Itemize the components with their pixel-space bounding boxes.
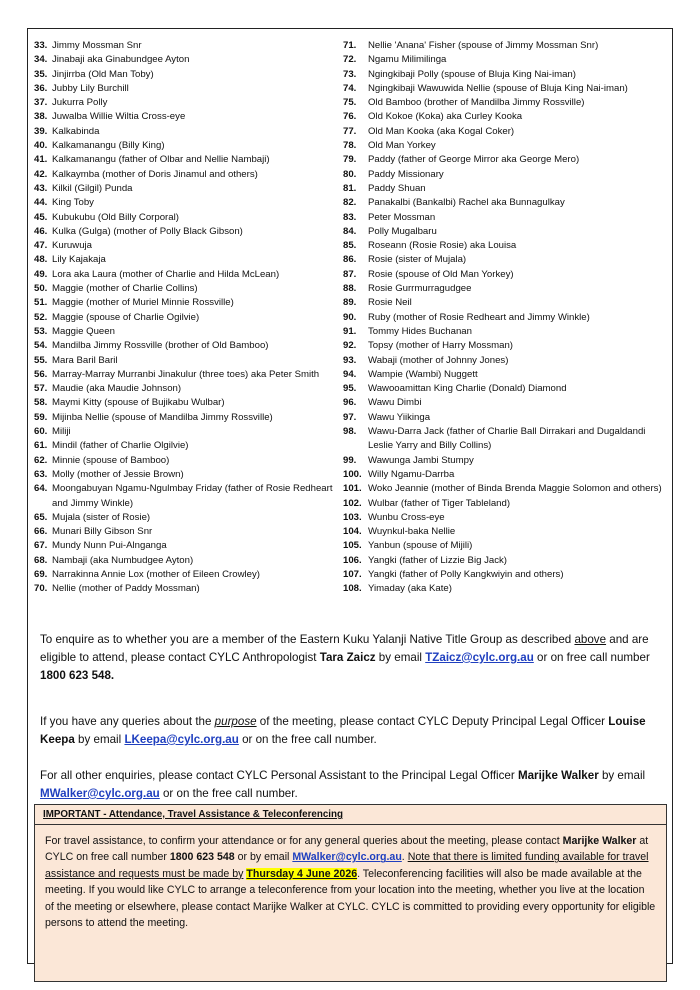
list-item-number: 78.: [343, 140, 357, 152]
text: or on free call number: [533, 650, 650, 664]
list-item: [34, 525, 344, 539]
list-item: [34, 282, 344, 296]
list-item: [343, 568, 668, 582]
list-item-number: 103.: [343, 511, 362, 523]
list-item-name: Maggie Queen: [52, 325, 115, 337]
list-item: [343, 525, 668, 539]
list-item-number: 75.: [343, 97, 357, 109]
list-item-number: 49.: [34, 268, 48, 280]
list-item: [343, 182, 668, 196]
list-item: [343, 311, 668, 325]
list-item-number: 71.: [343, 40, 357, 51]
list-item-number: 105.: [343, 540, 362, 552]
email-link-lkeepa[interactable]: LKeepa@cylc.org.au: [124, 732, 239, 746]
list-item: [343, 125, 668, 139]
list-item-number: 41.: [34, 154, 48, 166]
list-item-name: Peter Mossman: [368, 211, 436, 223]
funding-note-underlined: Note that there is limited funding available for travel assistance and requests must be made by: [45, 851, 649, 880]
list-item-name: Tommy Hides Buchanan: [368, 325, 472, 337]
list-item-name: Wampie (Wambi) Nuggett: [368, 368, 478, 380]
list-item-number: 61.: [34, 440, 48, 452]
list-item: [34, 311, 344, 325]
list-item-number: 62.: [34, 454, 48, 466]
list-item-name: Miliji: [52, 426, 71, 438]
list-item-name: Paddy (father of George Mirror aka George Mero): [368, 154, 580, 166]
list-item: [34, 153, 344, 167]
list-item: [343, 225, 668, 239]
list-item-number: 54.: [34, 340, 48, 352]
list-item-name: Rosie (spouse of Old Man Yorkey): [368, 268, 514, 280]
list-item-number: 43.: [34, 182, 48, 194]
list-item: [343, 39, 668, 53]
list-item-number: 94.: [343, 368, 357, 380]
list-item: [34, 139, 344, 153]
list-item-number: 33.: [34, 40, 48, 51]
list-item: [343, 53, 668, 67]
list-item-name: Maggie (mother of Charlie Collins): [52, 283, 198, 295]
list-item-name: Minnie (spouse of Bamboo): [52, 454, 170, 466]
list-item-number: 69.: [34, 568, 48, 580]
list-item-number: 79.: [343, 154, 357, 166]
list-item-number: 74.: [343, 82, 357, 94]
list-item-number: 108.: [343, 583, 362, 595]
name-list-right-column: [343, 39, 668, 597]
list-item-name: Wawunga Jambi Stumpy: [368, 454, 474, 466]
list-item-number: 77.: [343, 125, 357, 137]
list-item-number: 63.: [34, 468, 48, 480]
list-item: [34, 53, 344, 67]
list-item-name: Rosie Gurrmurragudgee: [368, 283, 472, 295]
list-item: [34, 482, 344, 511]
list-item-name: Kubukubu (Old Billy Corporal): [52, 211, 179, 223]
list-item: [34, 168, 344, 182]
list-item-number: 93.: [343, 354, 357, 366]
list-item: [34, 82, 344, 96]
contact-name: Marijke Walker: [562, 835, 637, 847]
list-item: [34, 439, 344, 453]
list-item-name: Mijinba Nellie (spouse of Mandilba Jimmy Rossville): [52, 411, 273, 423]
list-item-name: Jinjirrba (Old Man Toby): [52, 68, 154, 80]
list-item: [343, 196, 668, 210]
list-item: [343, 325, 668, 339]
list-item-name: Paddy Shuan: [368, 182, 426, 194]
list-item-number: 92.: [343, 340, 357, 352]
list-item: [34, 196, 344, 210]
list-item: [343, 168, 668, 182]
list-item-number: 91.: [343, 325, 357, 337]
list-item: [343, 153, 668, 167]
above-underlined: above: [574, 633, 607, 646]
list-item-name: Polly Mugalbaru: [368, 225, 437, 237]
list-item-number: 82.: [343, 197, 357, 209]
list-item-number: 34.: [34, 54, 48, 66]
list-item-number: 104.: [343, 526, 362, 538]
list-item-name: Topsy (mother of Harry Mossman): [368, 340, 514, 352]
list-item: [343, 454, 668, 468]
list-item-number: 84.: [343, 225, 357, 237]
list-item: [343, 497, 668, 511]
text: by email: [375, 650, 426, 664]
list-item: [343, 139, 668, 153]
list-item-name: Jimmy Mossman Snr: [52, 40, 142, 51]
list-item-name: Kalkabinda: [52, 125, 100, 137]
list-item-number: 47.: [34, 240, 48, 252]
list-item-number: 50.: [34, 283, 48, 295]
list-item-number: 60.: [34, 426, 48, 438]
list-item: [34, 396, 344, 410]
list-item: [343, 96, 668, 110]
membership-enquiry-paragraph: [40, 631, 662, 684]
list-item-number: 65.: [34, 511, 48, 523]
list-item-name: Wunbu Cross-eye: [368, 511, 445, 523]
list-item-number: 56.: [34, 368, 48, 380]
purpose-enquiry-paragraph: [40, 713, 662, 749]
list-item: [343, 296, 668, 310]
list-item-number: 66.: [34, 526, 48, 538]
document-page: [27, 28, 673, 964]
notice-heading: IMPORTANT - Attendance, Travel Assistance & Teleconferencing: [35, 805, 666, 825]
list-item-name: Yanbun (spouse of Mijili): [368, 540, 473, 552]
list-item: [343, 354, 668, 368]
list-item-name: Yangki (father of Polly Kangkwiyin and others): [368, 568, 564, 580]
list-item-number: 96.: [343, 397, 357, 409]
list-item-number: 102.: [343, 497, 362, 509]
list-item: [343, 468, 668, 482]
list-item-number: 85.: [343, 240, 357, 252]
list-item-number: 100.: [343, 468, 362, 480]
list-item: [343, 582, 668, 596]
list-item-number: 76.: [343, 111, 357, 123]
list-item: [343, 339, 668, 353]
list-item-number: 36.: [34, 82, 48, 94]
list-item-number: 45.: [34, 211, 48, 223]
text: or on the free call number.: [238, 732, 377, 746]
list-item-name: Willy Ngamu-Darrba: [368, 468, 455, 480]
list-item: [34, 568, 344, 582]
list-item-name: Maudie (aka Maudie Johnson): [52, 383, 182, 395]
list-item-number: 98.: [343, 426, 357, 438]
list-item-name: Maggie (spouse of Charlie Ogilvie): [52, 311, 200, 323]
text: and are eligible to attend, please contact CYLC Anthropologist: [40, 633, 649, 664]
name-list-left-column: [34, 39, 344, 597]
text: To enquire as to whether you are a member of the Eastern Kuku Yalanji Native Title Group as described: [40, 633, 575, 646]
list-item-name: Rosie (sister of Mujala): [368, 254, 467, 266]
list-item-number: 99.: [343, 454, 357, 466]
legal-officer-name: Louise Keepa: [40, 715, 646, 746]
list-item: [34, 39, 344, 53]
assistant-name: Marijke Walker: [517, 769, 599, 782]
list-item-name: Maggie (mother of Muriel Minnie Rossville): [52, 297, 234, 309]
list-item-number: 40.: [34, 140, 48, 152]
list-item-number: 37.: [34, 97, 48, 109]
list-item: [343, 554, 668, 568]
list-item: [34, 339, 344, 353]
list-item-name: Nellie (mother of Paddy Mossman): [52, 583, 200, 595]
list-item-name: Kuruwuja: [52, 240, 92, 252]
list-item-name: Juwalba Willie Wiltia Cross-eye: [52, 111, 186, 123]
list-item-number: 35.: [34, 68, 48, 80]
list-item-name: Lily Kajakaja: [52, 254, 106, 266]
email-link-mwalker[interactable]: MWalker@cylc.org.au: [40, 786, 160, 800]
purpose-emphasis: purpose: [214, 715, 257, 728]
list-item: [34, 554, 344, 568]
list-item: [343, 411, 668, 425]
list-item-number: 55.: [34, 354, 48, 366]
list-item-name: Kalkamanangu (Billy King): [52, 140, 165, 152]
text: For travel assistance, to confirm your attendance or for any general queries about the meeting, please contact: [45, 835, 563, 847]
list-item-number: 44.: [34, 197, 48, 209]
list-item-number: 64.: [34, 483, 48, 495]
list-item-name: Old Bamboo (brother of Mandilba Jimmy Rossville): [368, 97, 585, 109]
list-item-name: Ngingkibaji Wawuwida Nellie (spouse of Bluja King Nai-iman): [368, 82, 628, 94]
list-item-name: Kalkamanangu (father of Olbar and Nellie Nambaji): [52, 154, 270, 166]
other-enquiries-paragraph: [40, 767, 662, 803]
list-item: [34, 454, 344, 468]
list-item: [34, 539, 344, 553]
list-item-name: Nambaji (aka Numbudgee Ayton): [52, 554, 194, 566]
list-item: [343, 239, 668, 253]
list-item-name: Wawooamittan King Charlie (Donald) Diamond: [368, 383, 567, 395]
list-item-number: 86.: [343, 254, 357, 266]
list-item: [34, 110, 344, 124]
list-item-number: 106.: [343, 554, 362, 566]
text: .: [401, 851, 408, 864]
list-item-number: 52.: [34, 311, 48, 323]
list-item: [343, 211, 668, 225]
list-item-name: Mujala (sister of Rosie): [52, 511, 151, 523]
list-item: [343, 282, 668, 296]
list-item: [34, 268, 344, 282]
list-item-name: Mara Baril Baril: [52, 354, 118, 366]
list-item-name: Ngamu Milimilinga: [368, 54, 447, 66]
list-item-name: Mundy Nunn Pui-Alnganga: [52, 540, 167, 552]
deadline-date-highlight: Thursday 4 June 2026: [246, 867, 358, 880]
free-call-number: 1800 623 548: [169, 851, 235, 864]
list-item-name: Jubby Lily Burchill: [52, 82, 129, 94]
list-item-number: 48.: [34, 254, 48, 266]
list-item-name: Kulka (Gulga) (mother of Polly Black Gibson): [52, 225, 243, 237]
list-item: [34, 211, 344, 225]
list-item-name: Narrakinna Annie Lox (mother of Eileen Crowley): [52, 568, 260, 580]
list-item: [34, 296, 344, 310]
list-item-number: 97.: [343, 411, 357, 423]
list-item: [343, 368, 668, 382]
list-item-name: Wawu-Darra Jack (father of Charlie Ball Dirrakari and Dugaldandi Leslie Yarry and Billy Collins): [368, 426, 646, 452]
list-item-name: Old Kokoe (Koka) aka Curley Kooka: [368, 111, 523, 123]
list-item: [34, 382, 344, 396]
list-item-name: Wuynkul-baka Nellie: [368, 526, 456, 538]
email-link-tzaicz[interactable]: TZaicz@cylc.org.au: [425, 650, 534, 664]
list-item-number: 42.: [34, 168, 48, 180]
list-item: [34, 582, 344, 596]
anthropologist-name: Tara Zaicz: [319, 650, 376, 664]
list-item-number: 39.: [34, 125, 48, 137]
list-item-number: 51.: [34, 297, 48, 309]
list-item-number: 88.: [343, 283, 357, 295]
text: by email: [598, 769, 646, 782]
list-item: [34, 239, 344, 253]
email-link-mwalker-notice[interactable]: MWalker@cylc.org.au: [292, 851, 402, 864]
list-item-name: Maymi Kitty (spouse of Bujikabu Wulbar): [52, 397, 225, 409]
list-item-name: King Toby: [52, 197, 94, 209]
list-item-name: Old Man Kooka (aka Kogal Coker): [368, 125, 515, 137]
list-item: [34, 325, 344, 339]
list-item-name: Mandilba Jimmy Rossville (brother of Old Bamboo): [52, 340, 269, 352]
list-item-number: 72.: [343, 54, 357, 66]
list-item-name: Paddy Missionary: [368, 168, 444, 180]
list-item-name: Old Man Yorkey: [368, 140, 436, 152]
list-item-number: 83.: [343, 211, 357, 223]
text: by email: [74, 732, 125, 746]
free-call-number: 1800 623 548.: [40, 668, 115, 682]
notice-body: [35, 825, 666, 931]
list-item-number: 46.: [34, 225, 48, 237]
list-item-name: Roseann (Rosie Rosie) aka Louisa: [368, 240, 517, 252]
list-item-number: 67.: [34, 540, 48, 552]
list-item: [343, 511, 668, 525]
list-item: [34, 411, 344, 425]
list-item-number: 59.: [34, 411, 48, 423]
text: or on the free call number.: [159, 786, 298, 800]
list-item-name: Wabaji (mother of Johnny Jones): [368, 354, 509, 366]
list-item-name: Jukurra Polly: [52, 97, 108, 109]
list-item-name: Lora aka Laura (mother of Charlie and Hilda McLean): [52, 268, 280, 280]
list-item-number: 38.: [34, 111, 48, 123]
list-item-number: 95.: [343, 383, 357, 395]
list-item: [34, 68, 344, 82]
text: or by email: [234, 851, 293, 864]
list-item-name: Rosie Neil: [368, 297, 412, 309]
text: If you have any queries about the: [40, 715, 215, 728]
list-item-name: Ruby (mother of Rosie Redheart and Jimmy Winkle): [368, 311, 590, 323]
list-item: [343, 253, 668, 267]
list-item-number: 53.: [34, 325, 48, 337]
list-item-number: 107.: [343, 568, 362, 580]
list-item-name: Wawu Dimbi: [368, 397, 422, 409]
list-item: [34, 425, 344, 439]
list-item-name: Moongabuyan Ngamu-Ngulmbay Friday (father of Rosie Redheart and Jimmy Winkle): [52, 483, 333, 509]
list-item-number: 89.: [343, 297, 357, 309]
list-item-name: Molly (mother of Jessie Brown): [52, 468, 184, 480]
list-item: [34, 354, 344, 368]
list-item-name: Kilkil (Gilgil) Punda: [52, 182, 133, 194]
list-item: [34, 468, 344, 482]
list-item-number: 73.: [343, 68, 357, 80]
list-item: [343, 482, 668, 496]
list-item: [34, 511, 344, 525]
list-item-name: Wulbar (father of Tiger Tableland): [368, 497, 511, 509]
list-item: [343, 268, 668, 282]
list-item-number: 80.: [343, 168, 357, 180]
list-item-name: Marray-Marray Murranbi Jinakulur (three toes) aka Peter Smith: [52, 368, 320, 380]
text: of the meeting, please contact CYLC Deputy Principal Legal Officer: [256, 715, 609, 728]
list-item: [343, 382, 668, 396]
important-notice-box: [34, 804, 667, 982]
list-item-number: 101.: [343, 483, 362, 495]
list-item: [343, 82, 668, 96]
list-item-number: 87.: [343, 268, 357, 280]
list-item: [343, 425, 668, 454]
list-item: [34, 225, 344, 239]
list-item-number: 68.: [34, 554, 48, 566]
list-item-number: 57.: [34, 383, 48, 395]
text: . Teleconferencing facilities will also be made available at the meeting. If you would like CYLC to arrange a teleconference from your location into the meeting, whether you live at the location of the meeting or elsewhere, please contact Marijke Walker at CYLC. CYLC is committed to providing every opportunity for eligible persons to attend the meeting.: [45, 867, 656, 930]
list-item-name: Ngingkibaji Polly (spouse of Bluja King Nai-iman): [368, 68, 576, 80]
list-item-name: Munari Billy Gibson Snr: [52, 526, 153, 538]
list-item: [343, 396, 668, 410]
list-item-number: 58.: [34, 397, 48, 409]
list-item-number: 90.: [343, 311, 357, 323]
list-item-name: Yimaday (aka Kate): [368, 583, 452, 595]
list-item-name: Mindil (father of Charlie Olgilvie): [52, 440, 189, 452]
list-item-number: 70.: [34, 583, 48, 595]
list-item-name: Wawu Yiikinga: [368, 411, 431, 423]
list-item-number: 81.: [343, 182, 357, 194]
list-item: [34, 182, 344, 196]
list-item: [343, 539, 668, 553]
list-item-name: Kalkaymba (mother of Doris Jinamul and others): [52, 168, 258, 180]
list-item-name: Yangki (father of Lizzie Big Jack): [368, 554, 507, 566]
list-item: [343, 68, 668, 82]
list-item-name: Panakalbi (Bankalbi) Rachel aka Bunnagulkay: [368, 197, 565, 209]
list-item-name: Nellie 'Anana' Fisher (spouse of Jimmy Mossman Snr): [368, 40, 599, 51]
list-item: [34, 368, 344, 382]
list-item-name: Woko Jeannie (mother of Binda Brenda Maggie Solomon and others): [368, 483, 662, 495]
list-item: [343, 110, 668, 124]
list-item: [34, 96, 344, 110]
text: at CYLC on free call number: [45, 835, 649, 864]
list-item: [34, 125, 344, 139]
list-item: [34, 253, 344, 267]
list-item-name: Jinabaji aka Ginabundgee Ayton: [52, 54, 190, 66]
text: For all other enquiries, please contact CYLC Personal Assistant to the Principal Legal Officer: [40, 769, 518, 782]
